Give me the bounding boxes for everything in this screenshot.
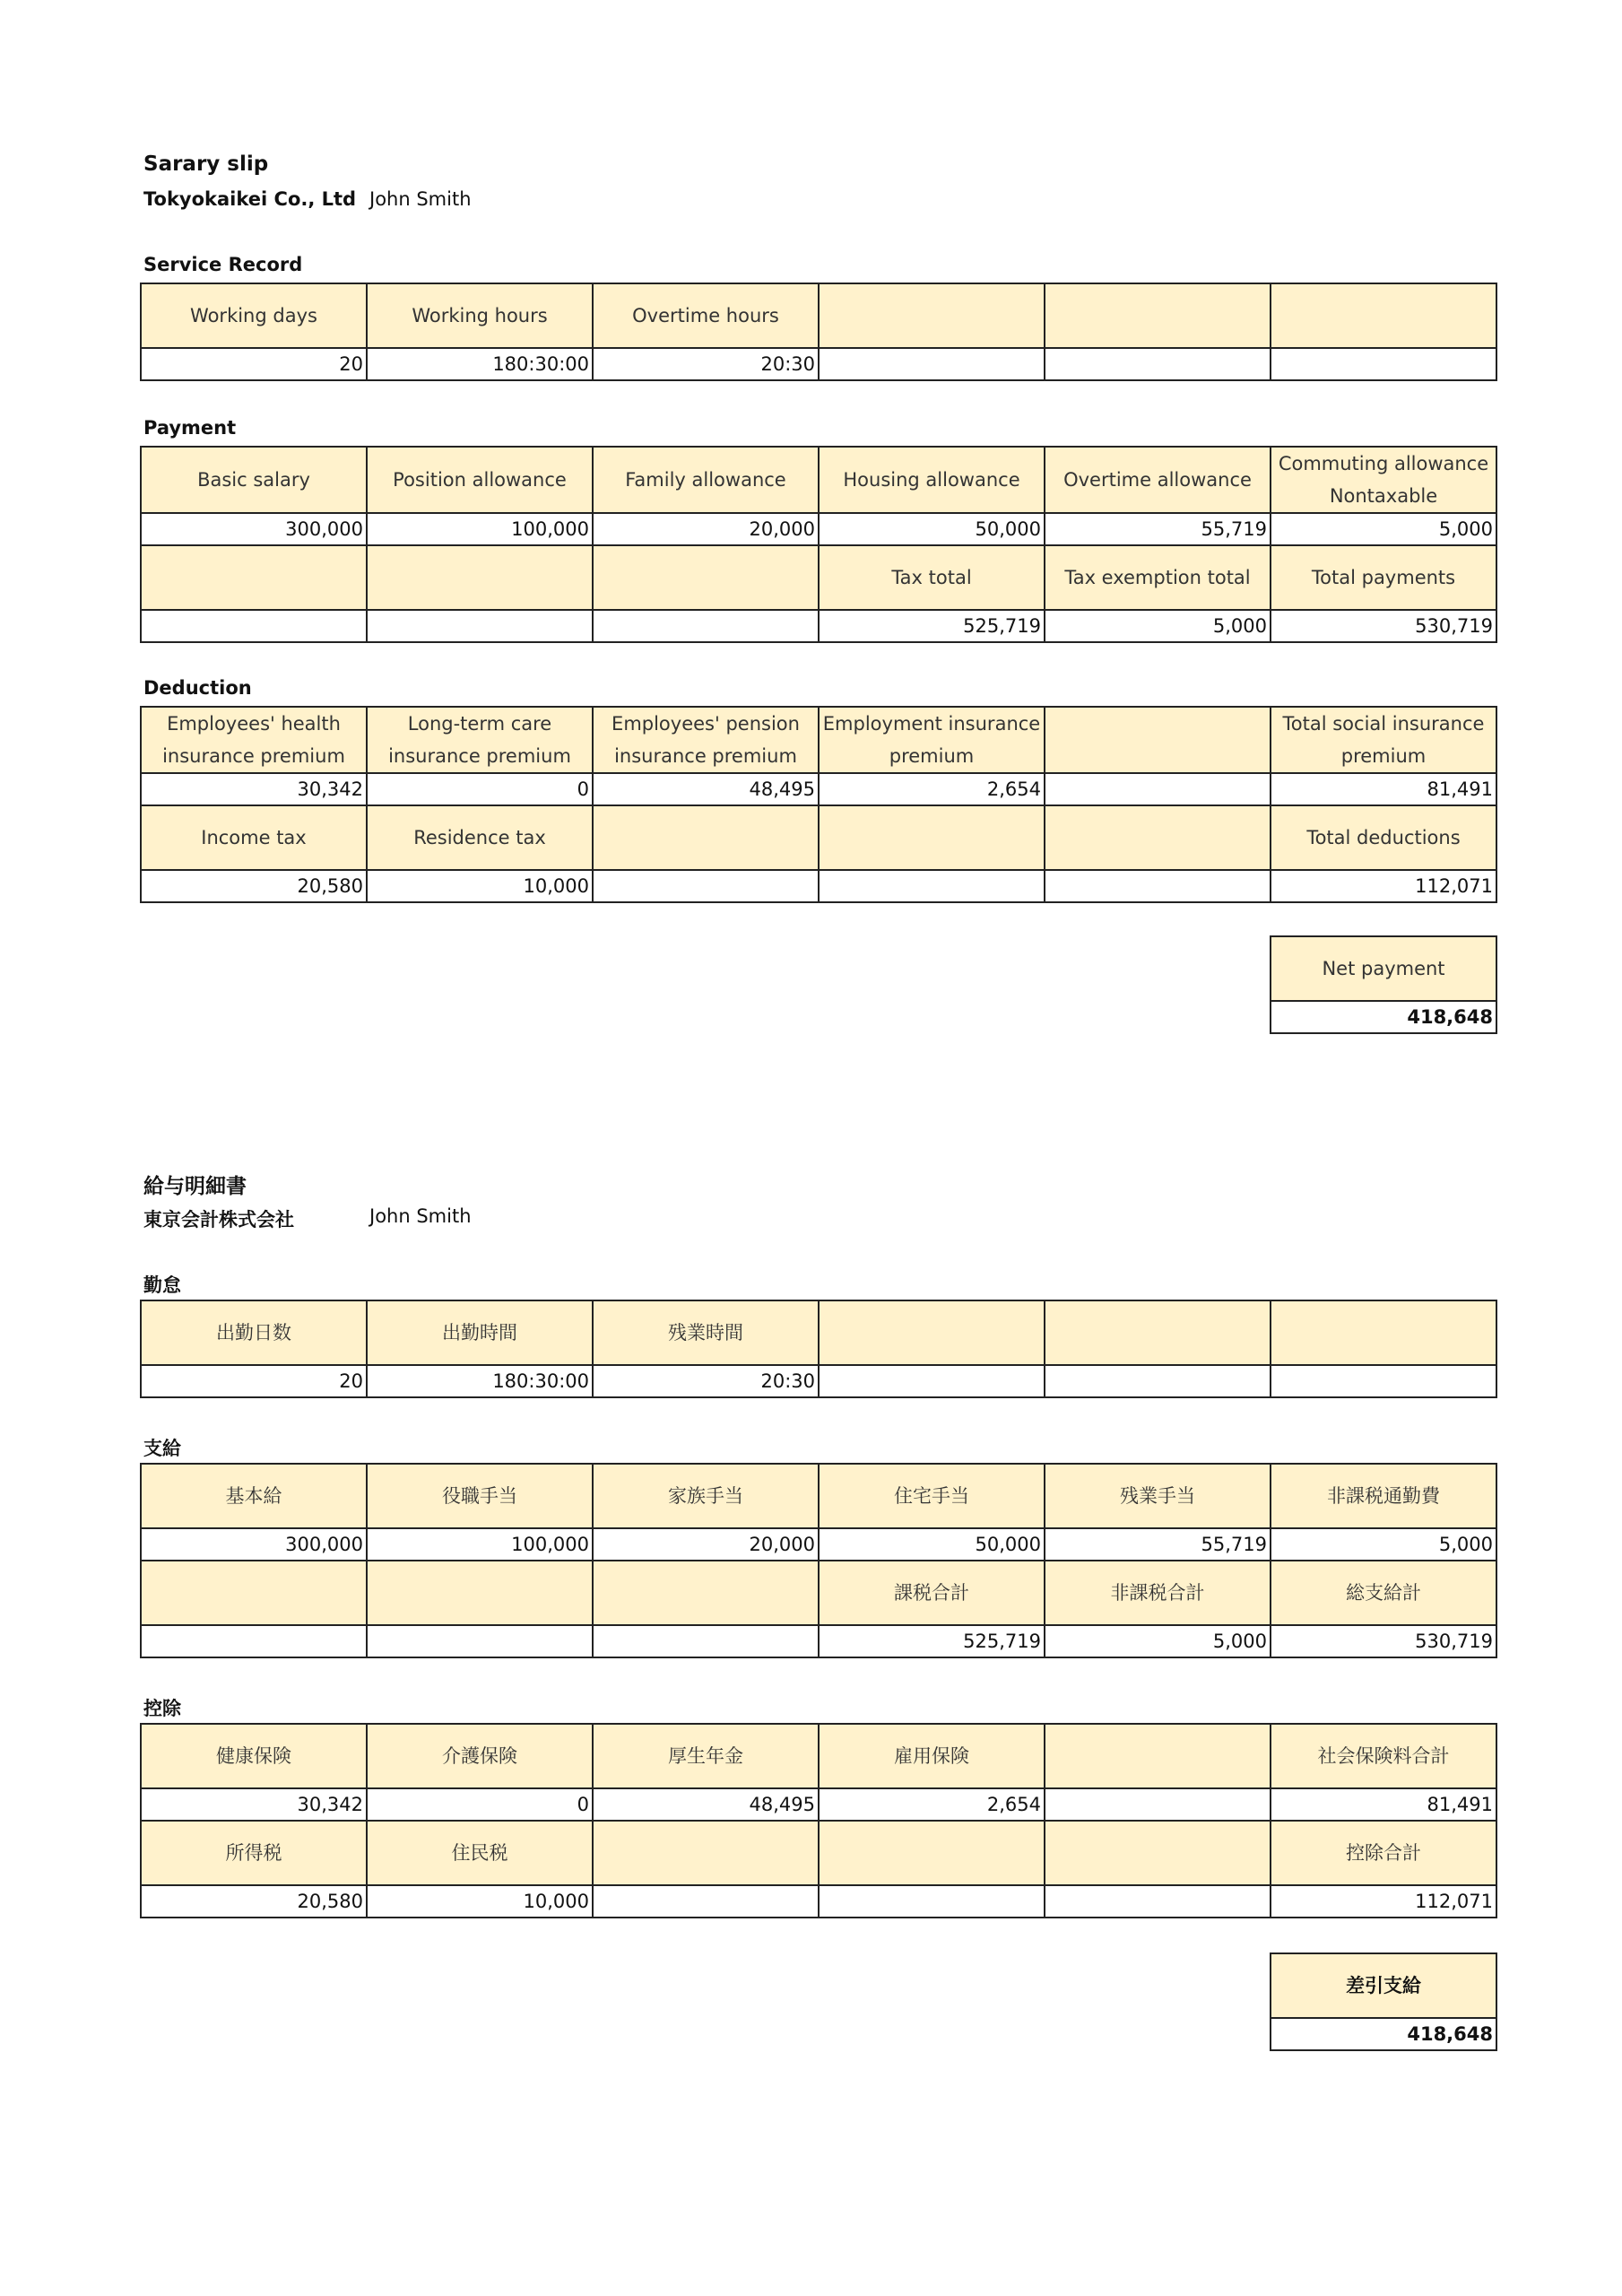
value-cell (1045, 773, 1271, 805)
value-cell (819, 1885, 1045, 1918)
header-cell: 厚生年金 (593, 1724, 819, 1788)
value-cell (819, 348, 1045, 380)
value-row (141, 1625, 1496, 1657)
header-cell: Total deductions (1271, 805, 1496, 870)
header-cell: Tax total (819, 545, 1045, 610)
value-cell: 100,000 (367, 513, 593, 545)
value-cell (1045, 870, 1271, 902)
header-cell (593, 545, 819, 610)
header-cell (1045, 1724, 1271, 1788)
header-cell (367, 545, 593, 610)
header-cell: Working days (141, 283, 367, 348)
value-cell: 5,000 (1271, 1528, 1496, 1561)
value-cell: 180:30:00 (367, 348, 593, 380)
value-cell: 525,719 (819, 610, 1045, 642)
net-payment-label: 差引支給 (1271, 1953, 1496, 2018)
net-payment-table (1270, 935, 1497, 1034)
header-cell (141, 545, 367, 610)
header-cell (1271, 1300, 1496, 1365)
value-cell: 20:30 (593, 348, 819, 380)
header-row (141, 1561, 1496, 1625)
value-cell: 50,000 (819, 1528, 1045, 1561)
value-cell (1271, 1365, 1496, 1397)
header-cell: Long-term care insurance premium (367, 707, 593, 773)
header-cell (593, 1561, 819, 1625)
header-cell (593, 805, 819, 870)
header-cell: 家族手当 (593, 1464, 819, 1528)
header-cell: 住宅手当 (819, 1464, 1045, 1528)
net-payment-table (1270, 1952, 1497, 2051)
value-cell: 0 (367, 1788, 593, 1821)
header-cell: Working hours (367, 283, 593, 348)
header-cell: 残業時間 (593, 1300, 819, 1365)
section-title-service: Service Record (143, 254, 303, 275)
header-row (141, 1821, 1496, 1885)
header-row (1271, 1953, 1496, 2018)
service-record-table (140, 1300, 1497, 1398)
value-cell: 81,491 (1271, 1788, 1496, 1821)
header-row (141, 707, 1496, 773)
deduction-table (140, 1723, 1497, 1918)
value-cell (141, 610, 367, 642)
section-title-service: 勤怠 (143, 1274, 181, 1296)
value-cell (1271, 348, 1496, 380)
value-cell (1045, 348, 1271, 380)
section-title-deduction: Deduction (143, 677, 252, 699)
header-cell: Housing allowance (819, 447, 1045, 513)
net-payment-label: Net payment (1271, 936, 1496, 1001)
header-cell: Overtime hours (593, 283, 819, 348)
header-cell: 非課税合計 (1045, 1561, 1271, 1625)
value-row (141, 1365, 1496, 1397)
header-row (141, 1464, 1496, 1528)
company-name: 東京会計株式会社 (143, 1209, 294, 1231)
header-cell: 社会保険料合計 (1271, 1724, 1496, 1788)
value-row (141, 870, 1496, 902)
header-cell: Employment insurance premium (819, 707, 1045, 773)
section-title-payment: 支給 (143, 1438, 181, 1459)
slip-title: Sarary slip (143, 152, 269, 176)
value-cell: 20:30 (593, 1365, 819, 1397)
value-cell: 5,000 (1045, 610, 1271, 642)
header-cell: Employees' health insurance premium (141, 707, 367, 773)
value-cell: 48,495 (593, 1788, 819, 1821)
value-row (1271, 1001, 1496, 1033)
header-cell: 役職手当 (367, 1464, 593, 1528)
value-cell: 300,000 (141, 1528, 367, 1561)
value-cell: 530,719 (1271, 610, 1496, 642)
employee-name: John Smith (369, 188, 472, 210)
header-cell (819, 1821, 1045, 1885)
value-row (141, 513, 1496, 545)
header-row (141, 805, 1496, 870)
value-cell: 300,000 (141, 513, 367, 545)
header-cell (819, 1300, 1045, 1365)
value-cell: 20 (141, 348, 367, 380)
value-cell: 20,000 (593, 1528, 819, 1561)
value-cell: 100,000 (367, 1528, 593, 1561)
header-cell: 総支給計 (1271, 1561, 1496, 1625)
header-cell: 控除合計 (1271, 1821, 1496, 1885)
header-row (1271, 936, 1496, 1001)
slip-title: 給与明細書 (143, 1175, 247, 1198)
value-cell (819, 1365, 1045, 1397)
value-cell (141, 1625, 367, 1657)
value-cell: 0 (367, 773, 593, 805)
header-row (141, 447, 1496, 513)
header-cell: 基本給 (141, 1464, 367, 1528)
value-cell: 180:30:00 (367, 1365, 593, 1397)
value-cell (819, 870, 1045, 902)
header-cell: 雇用保険 (819, 1724, 1045, 1788)
header-cell: 非課税通勤費 (1271, 1464, 1496, 1528)
value-row (1271, 2018, 1496, 2050)
value-cell: 2,654 (819, 1788, 1045, 1821)
header-cell: Income tax (141, 805, 367, 870)
header-cell: 課税合計 (819, 1561, 1045, 1625)
value-cell: 20,580 (141, 870, 367, 902)
header-row (141, 283, 1496, 348)
value-cell: 112,071 (1271, 870, 1496, 902)
value-cell (593, 1885, 819, 1918)
value-cell (367, 610, 593, 642)
value-cell: 530,719 (1271, 1625, 1496, 1657)
header-cell: Basic salary (141, 447, 367, 513)
header-cell: Overtime allowance (1045, 447, 1271, 513)
header-cell: Employees' pension insurance premium (593, 707, 819, 773)
deduction-table (140, 706, 1497, 903)
employee-name: John Smith (369, 1205, 472, 1227)
value-cell (367, 1625, 593, 1657)
header-cell (1271, 283, 1496, 348)
value-row (141, 1885, 1496, 1918)
value-row (141, 610, 1496, 642)
header-cell: 所得税 (141, 1821, 367, 1885)
net-payment-value: 418,648 (1271, 2018, 1496, 2050)
header-cell: 出勤時間 (367, 1300, 593, 1365)
value-cell: 48,495 (593, 773, 819, 805)
header-cell (593, 1821, 819, 1885)
header-cell: Position allowance (367, 447, 593, 513)
header-cell (1045, 1300, 1271, 1365)
value-cell: 20 (141, 1365, 367, 1397)
value-row (141, 773, 1496, 805)
value-cell: 50,000 (819, 513, 1045, 545)
header-row (141, 1724, 1496, 1788)
value-row (141, 1788, 1496, 1821)
header-cell: Commuting allowance Nontaxable (1271, 447, 1496, 513)
header-cell: Total payments (1271, 545, 1496, 610)
value-cell: 10,000 (367, 1885, 593, 1918)
header-cell (819, 805, 1045, 870)
net-payment-value: 418,648 (1271, 1001, 1496, 1033)
value-cell: 30,342 (141, 1788, 367, 1821)
value-cell (593, 1625, 819, 1657)
payment-table (140, 446, 1497, 643)
value-row (141, 1528, 1496, 1561)
value-row (141, 348, 1496, 380)
value-cell: 55,719 (1045, 1528, 1271, 1561)
value-cell: 112,071 (1271, 1885, 1496, 1918)
header-cell (1045, 1821, 1271, 1885)
value-cell (1045, 1788, 1271, 1821)
company-name: Tokyokaikei Co., Ltd (143, 188, 357, 210)
value-cell: 20,000 (593, 513, 819, 545)
value-cell (1045, 1885, 1271, 1918)
value-cell: 55,719 (1045, 513, 1271, 545)
value-cell: 20,580 (141, 1885, 367, 1918)
header-cell: 健康保険 (141, 1724, 367, 1788)
header-cell: Residence tax (367, 805, 593, 870)
header-cell: 出勤日数 (141, 1300, 367, 1365)
value-cell: 10,000 (367, 870, 593, 902)
header-cell: Family allowance (593, 447, 819, 513)
value-cell: 5,000 (1271, 513, 1496, 545)
header-cell: 残業手当 (1045, 1464, 1271, 1528)
value-cell: 2,654 (819, 773, 1045, 805)
header-cell: 住民税 (367, 1821, 593, 1885)
header-cell: Tax exemption total (1045, 545, 1271, 610)
value-cell (1045, 1365, 1271, 1397)
value-cell: 525,719 (819, 1625, 1045, 1657)
service-record-table (140, 283, 1497, 381)
header-cell (1045, 707, 1271, 773)
header-row (141, 545, 1496, 610)
section-title-deduction: 控除 (143, 1698, 181, 1719)
header-cell (1045, 805, 1271, 870)
section-title-payment: Payment (143, 417, 237, 439)
header-cell (819, 283, 1045, 348)
header-cell (141, 1561, 367, 1625)
value-cell (593, 610, 819, 642)
header-cell (1045, 283, 1271, 348)
header-cell: Total social insurance premium (1271, 707, 1496, 773)
header-row (141, 1300, 1496, 1365)
header-cell: 介護保険 (367, 1724, 593, 1788)
payment-table (140, 1463, 1497, 1658)
value-cell (593, 870, 819, 902)
value-cell: 30,342 (141, 773, 367, 805)
value-cell: 5,000 (1045, 1625, 1271, 1657)
value-cell: 81,491 (1271, 773, 1496, 805)
header-cell (367, 1561, 593, 1625)
